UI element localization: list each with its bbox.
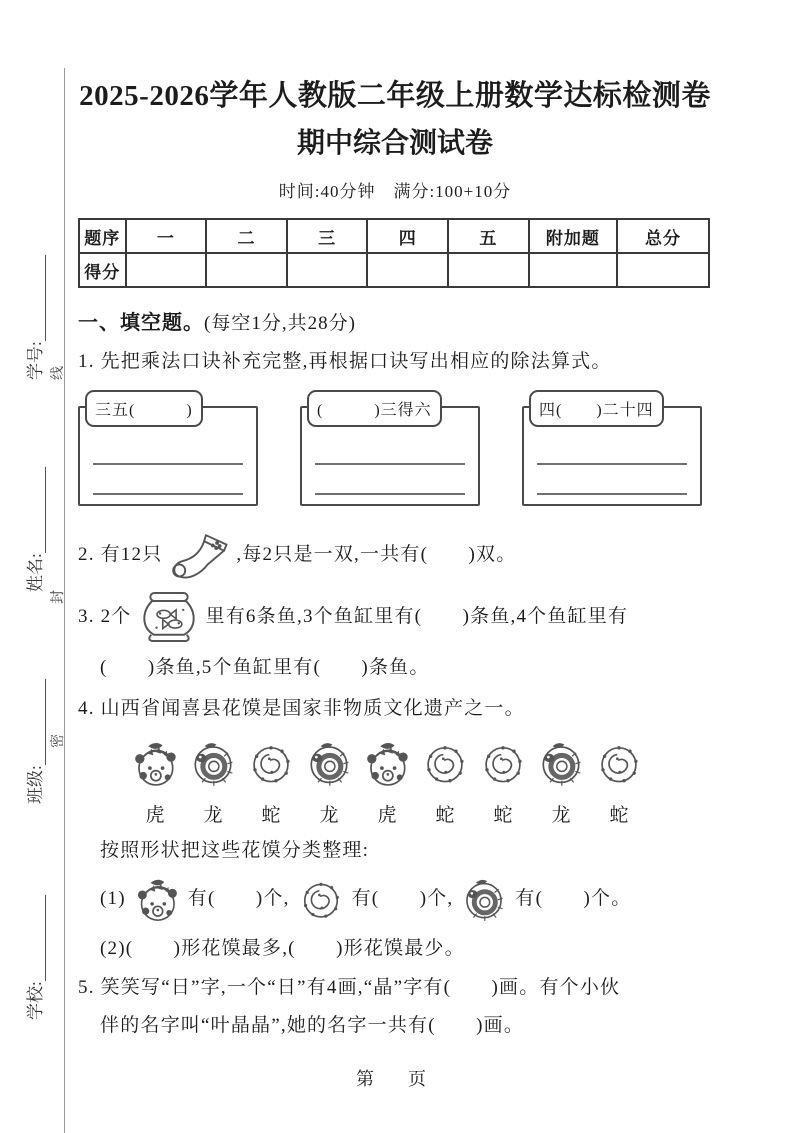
- bun-snake: [474, 733, 532, 827]
- bun-label: 龙: [319, 804, 339, 826]
- bun-label: 蛇: [609, 804, 629, 826]
- answer-line: [315, 493, 465, 495]
- question4-sub1: [78, 873, 712, 925]
- question4-sub1-prefix: (1): [100, 887, 126, 909]
- bun-label: 蛇: [435, 804, 455, 826]
- score-col-header: 一: [126, 219, 207, 253]
- student-id-label: 学号:: [26, 341, 45, 380]
- bun-label: 虎: [377, 804, 397, 826]
- score-col-header: 四: [367, 219, 448, 253]
- snake-bun-icon: [476, 733, 530, 793]
- tiger-bun-icon: [131, 873, 183, 925]
- formula-card-2: [300, 401, 480, 506]
- student-name-blank: [28, 467, 46, 553]
- score-cell: [529, 253, 617, 287]
- snake-bun-icon: [244, 733, 298, 793]
- school-label: 学校:: [26, 981, 45, 1020]
- question4-sort-text: 按照形状把这些花馍分类整理:: [100, 839, 370, 861]
- student-name-field: [20, 422, 46, 592]
- score-cell: [617, 253, 709, 287]
- score-col-header: 三: [287, 219, 368, 253]
- student-id-blank: [28, 255, 46, 341]
- bun-label: 龙: [551, 804, 571, 826]
- class-label: 班级:: [26, 765, 45, 804]
- formula-card-1: [78, 401, 258, 506]
- score-col-header: 总分: [617, 219, 709, 253]
- question3-line2: ( )条鱼,5个鱼缸里有( )条鱼。: [100, 656, 430, 678]
- score-col-header: 题序: [79, 219, 126, 253]
- score-col-header: 五: [448, 219, 529, 253]
- question2: [78, 530, 712, 580]
- paper-subtitle: 期中综合测试卷: [296, 128, 493, 160]
- score-col-header: 二: [206, 219, 287, 253]
- paper-meta: 时间:40分钟 满分:100+10分: [278, 182, 512, 202]
- score-cell: [126, 253, 207, 287]
- section1-heading: [78, 306, 712, 335]
- question1-text: 1. 先把乘法口诀补充完整,再根据口诀写出相应的除法算式。: [78, 351, 612, 373]
- dragon-bun-icon: [458, 873, 510, 925]
- snake-bun-icon: [418, 733, 472, 793]
- question4-sub1-seg1: 有( )个,: [187, 887, 290, 909]
- page-footer: 第 页: [356, 1069, 434, 1090]
- question4-sub1-seg2: 有( )个,: [351, 887, 454, 909]
- answer-line: [93, 493, 243, 495]
- question2-post: ,每2只是一双,一共有( )双。: [236, 544, 517, 566]
- section1-heading-note: (每空1分,共28分): [204, 313, 356, 335]
- question3-pre: 3. 2个: [78, 606, 132, 628]
- bun-dragon: [184, 733, 242, 827]
- bun-tiger: [126, 733, 184, 827]
- bun-snake: [416, 733, 474, 827]
- formula-card-3: [522, 401, 702, 506]
- answer-line: [93, 463, 243, 465]
- question3-line1: [78, 590, 712, 644]
- school-field: [20, 850, 46, 1020]
- tiger-bun-icon: [128, 733, 182, 793]
- score-table-score-row: [79, 253, 709, 287]
- question5-line1: 5. 笑笑写“日”字,一个“日”有4画,“晶”字有( )画。有个小伙: [78, 977, 621, 999]
- seal-char-xian: 线: [51, 366, 66, 380]
- score-cell: [367, 253, 448, 287]
- bun-label: 蛇: [493, 804, 513, 826]
- school-blank: [28, 895, 46, 981]
- paper-title: 2025-2026学年人教版二年级上册数学达标检测卷: [79, 80, 711, 112]
- snake-bun-icon: [592, 733, 646, 793]
- score-cell: [287, 253, 368, 287]
- test-paper: [78, 0, 712, 1091]
- answer-line: [537, 493, 687, 495]
- class-blank: [28, 679, 46, 765]
- fishbowl-icon: [137, 590, 201, 644]
- question2-pre: 2. 有12只: [78, 544, 163, 566]
- formula-card-3-label: 四( )二十四: [529, 390, 664, 427]
- student-name-label: 姓名:: [26, 553, 45, 592]
- dragon-bun-icon: [534, 733, 588, 793]
- buns-row: [78, 733, 712, 827]
- question4-sub1-seg3: 有( )个。: [515, 887, 632, 909]
- dragon-bun-icon: [302, 733, 356, 793]
- tiger-bun-icon: [360, 733, 414, 793]
- student-id-field: [20, 210, 46, 380]
- formula-card-2-label: ( )三得六: [307, 390, 442, 427]
- question1-cards: [78, 401, 712, 506]
- bun-dragon: [532, 733, 590, 827]
- score-table-header-row: [79, 219, 709, 253]
- bun-snake: [590, 733, 648, 827]
- section1-heading-title: 一、填空题。: [78, 312, 204, 335]
- bun-snake: [242, 733, 300, 827]
- score-col-header: 附加题: [529, 219, 617, 253]
- bun-label: 虎: [145, 804, 165, 826]
- score-cell: [448, 253, 529, 287]
- question4-text: 4. 山西省闻喜县花馍是国家非物质文化遗产之一。: [78, 698, 525, 720]
- bun-label: 蛇: [261, 804, 281, 826]
- answer-line: [315, 463, 465, 465]
- bun-tiger: [358, 733, 416, 827]
- bun-label: 龙: [203, 804, 223, 826]
- sock-icon: [168, 530, 230, 580]
- class-field: [20, 634, 46, 804]
- question5-line2: 伴的名字叫“叶晶晶”,她的名字一共有( )画。: [100, 1014, 525, 1036]
- answer-line: [537, 463, 687, 465]
- snake-bun-icon: [295, 873, 347, 925]
- dragon-bun-icon: [186, 733, 240, 793]
- score-row-label: 得分: [79, 253, 126, 287]
- seal-char-feng: 封: [51, 590, 66, 604]
- score-cell: [206, 253, 287, 287]
- score-table: [78, 218, 710, 288]
- seal-char-mi: 密: [51, 734, 66, 748]
- formula-card-1-label: 三五( ): [85, 390, 203, 427]
- question4-sub2: (2)( )形花馍最多,( )形花馍最少。: [100, 937, 465, 959]
- bun-dragon: [300, 733, 358, 827]
- question3-post: 里有6条鱼,3个鱼缸里有( )条鱼,4个鱼缸里有: [205, 606, 629, 628]
